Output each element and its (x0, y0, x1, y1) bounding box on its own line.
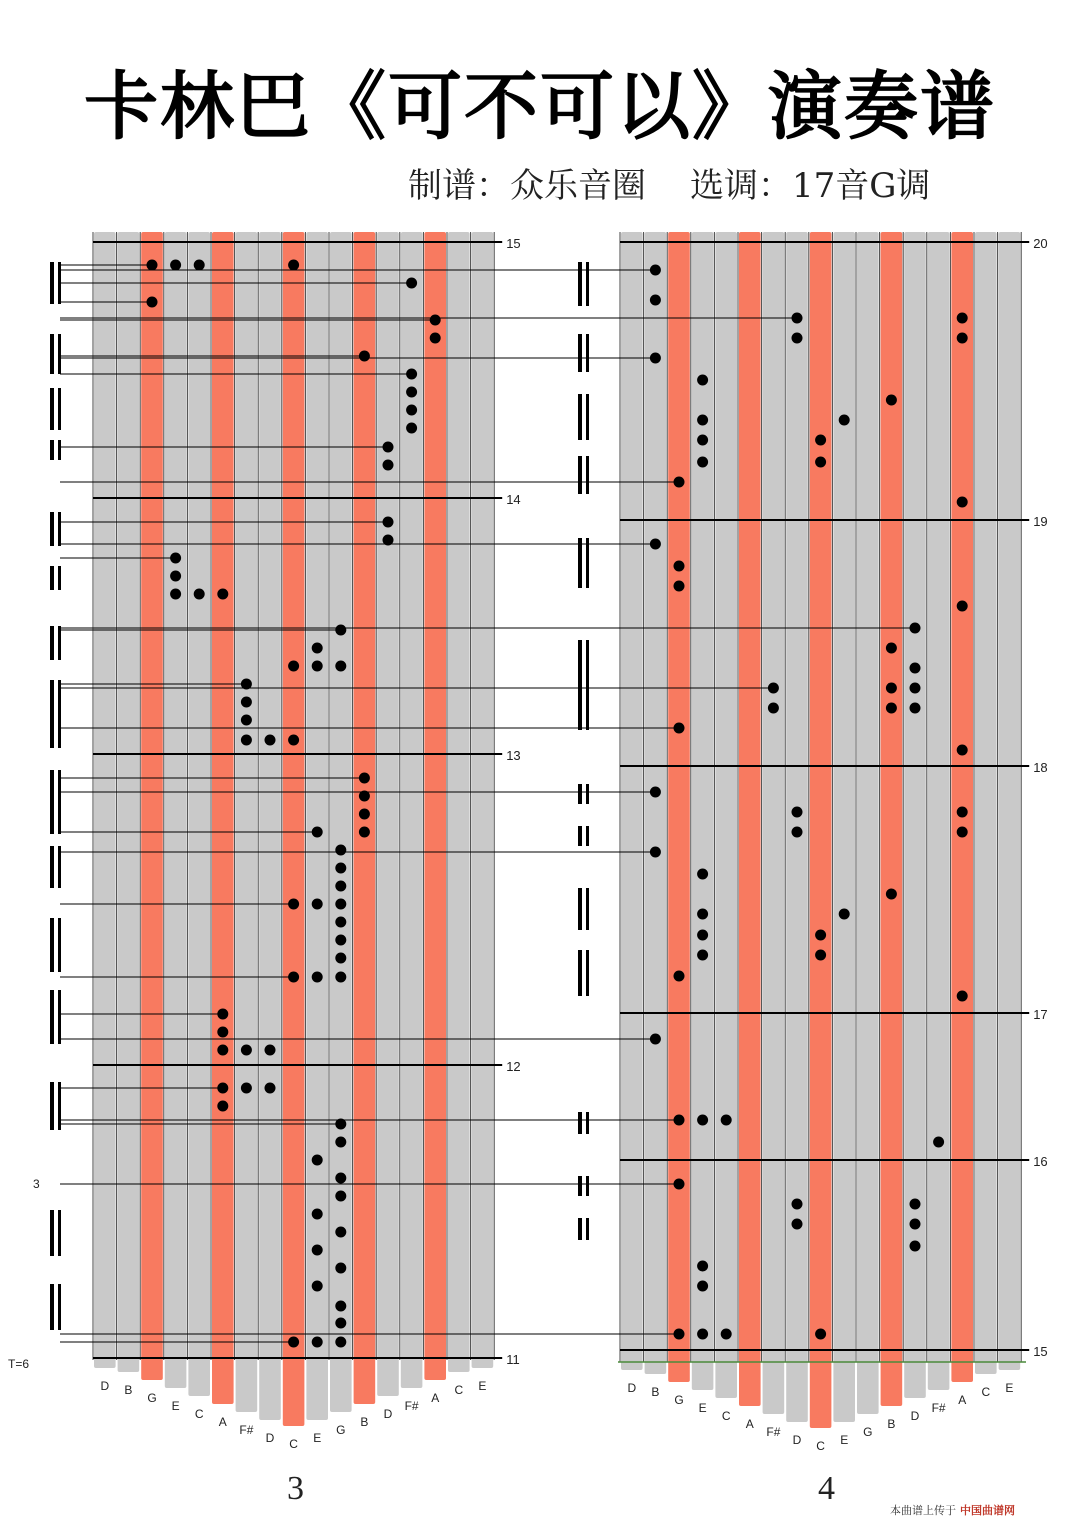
kalimba-tine (424, 232, 446, 1380)
note-dot (312, 661, 323, 672)
measure-number: 18 (1033, 760, 1048, 775)
note-dot (217, 1027, 228, 1038)
rhythm-bar (578, 1218, 582, 1240)
note-dot (697, 930, 708, 941)
note-dot (697, 1281, 708, 1292)
tine-key-label: A (958, 1393, 967, 1407)
note-dot (241, 735, 252, 746)
note-dot (815, 457, 826, 468)
rhythm-bar (578, 826, 582, 846)
note-dot (674, 1329, 685, 1340)
measure-number: 15 (1033, 1344, 1048, 1359)
note-dot (910, 663, 921, 674)
kalimba-tine (999, 232, 1021, 1370)
kalimba-tine (212, 232, 234, 1404)
note-dot (674, 971, 685, 982)
rhythm-bar (58, 1210, 61, 1256)
rhythm-bar (58, 680, 61, 748)
note-dot (674, 1115, 685, 1126)
note-dot (170, 260, 181, 271)
note-dot (650, 353, 661, 364)
note-dot (383, 517, 394, 528)
tine-key-label: F# (239, 1423, 254, 1437)
note-dot (697, 1261, 708, 1272)
kalimba-tine (833, 232, 855, 1422)
note-dot (312, 1155, 323, 1166)
rhythm-bar (586, 826, 589, 846)
note-dot (792, 807, 803, 818)
tine-key-label: G (674, 1393, 684, 1407)
kalimba-tine (259, 232, 281, 1420)
key-info: 选调：17音G调 (690, 166, 931, 206)
note-dot (674, 723, 685, 734)
rhythm-bar (586, 1176, 589, 1196)
note-dot (241, 715, 252, 726)
rhythm-bar (50, 990, 54, 1044)
measure-number: 16 (1033, 1154, 1048, 1169)
note-dot (194, 260, 205, 271)
note-dot (335, 661, 346, 672)
note-dot (241, 1083, 252, 1094)
rhythm-bar (578, 334, 582, 372)
tine-key-label: F# (931, 1401, 946, 1415)
rhythm-bar (586, 456, 589, 494)
rhythm-bar (578, 888, 582, 930)
note-dot (910, 703, 921, 714)
measure-number: 12 (506, 1059, 521, 1074)
note-dot (288, 661, 299, 672)
tine-key-label: C (981, 1385, 991, 1399)
kalimba-tine (692, 232, 714, 1390)
arranger-credit: 制谱：众乐音圈 (408, 166, 646, 206)
tine-key-label: D (627, 1381, 637, 1395)
note-dot (674, 1179, 685, 1190)
note-dot (886, 683, 897, 694)
measure-number: 19 (1033, 514, 1048, 529)
rhythm-bar (58, 512, 61, 546)
footer-site-logo: 中国曲谱网 (960, 1504, 1015, 1517)
kalimba-tine (715, 232, 737, 1398)
note-dot (217, 1045, 228, 1056)
tine-key-label: E (1005, 1381, 1014, 1395)
rhythm-bar (50, 1210, 54, 1256)
rhythm-bar (578, 1112, 582, 1134)
note-dot (815, 950, 826, 961)
tine-key-label: C (816, 1439, 825, 1453)
rhythm-bar (58, 626, 61, 660)
kalimba-tine (306, 232, 328, 1420)
rhythm-bar (586, 394, 589, 440)
note-dot (886, 395, 897, 406)
note-dot (697, 415, 708, 426)
kalimba-tine (165, 232, 187, 1388)
note-dot (650, 295, 661, 306)
tine-key-label: B (887, 1417, 896, 1431)
note-dot (335, 972, 346, 983)
tine-key-label: D (792, 1433, 802, 1447)
tine-key-label: E (840, 1433, 849, 1447)
note-dot (288, 972, 299, 983)
tine-key-label: A (431, 1391, 440, 1405)
kalimba-tine (448, 232, 470, 1372)
note-dot (697, 435, 708, 446)
rhythm-bar (50, 334, 54, 374)
kalimba-tine (739, 232, 761, 1406)
rhythm-bar (58, 388, 61, 430)
rhythm-bar (50, 770, 54, 834)
rhythm-bar (586, 888, 589, 930)
measure-number: 11 (506, 1352, 520, 1367)
rhythm-bar (58, 440, 61, 460)
note-dot (312, 972, 323, 983)
kalimba-tine (810, 232, 832, 1428)
measure-number: 20 (1033, 236, 1048, 251)
site-footer (890, 1502, 1015, 1518)
rhythm-bar (586, 640, 589, 730)
rhythm-bar (578, 640, 582, 730)
note-dot (910, 1241, 921, 1252)
note-dot (697, 950, 708, 961)
note-dot (288, 1337, 299, 1348)
note-dot (910, 1219, 921, 1230)
tine-key-label: F# (404, 1399, 419, 1413)
tine-key-label: A (745, 1417, 754, 1431)
note-dot (335, 917, 346, 928)
note-dot (383, 442, 394, 453)
note-dot (288, 735, 299, 746)
note-dot (674, 581, 685, 592)
rhythm-bar (58, 990, 61, 1044)
tine-key-label: C (721, 1409, 731, 1423)
note-dot (335, 845, 346, 856)
tine-key-label: E (313, 1431, 322, 1445)
note-dot (335, 1227, 346, 1238)
note-dot (697, 909, 708, 920)
note-dot (768, 683, 779, 694)
note-dot (217, 1101, 228, 1112)
note-dot (335, 625, 346, 636)
note-dot (147, 297, 158, 308)
kalimba-tine (118, 232, 140, 1372)
note-dot (957, 333, 968, 344)
note-dot (406, 278, 417, 289)
note-dot (957, 745, 968, 756)
rhythm-bar (578, 538, 582, 588)
rhythm-bar (58, 262, 61, 304)
measure-number: 13 (506, 748, 521, 763)
note-dot (430, 315, 441, 326)
note-dot (957, 313, 968, 324)
tine-key-label: C (289, 1437, 298, 1451)
note-dot (335, 863, 346, 874)
tine-key-label: D (910, 1409, 920, 1423)
note-dot (957, 601, 968, 612)
note-dot (217, 1009, 228, 1020)
rhythm-bar (578, 262, 582, 306)
note-dot (886, 643, 897, 654)
note-dot (792, 1199, 803, 1210)
note-dot (406, 405, 417, 416)
note-dot (792, 333, 803, 344)
tine-key-label: D (265, 1431, 275, 1445)
footer-text: 本曲谱上传于 (890, 1504, 956, 1517)
rhythm-bar (58, 566, 61, 590)
rhythm-bar (578, 456, 582, 494)
left-panel (8, 232, 521, 1451)
page-number-left: 3 (287, 1470, 304, 1507)
tine-key-label: D (100, 1379, 110, 1393)
note-dot (335, 1191, 346, 1202)
kalimba-tine (857, 232, 879, 1414)
kalimba-tine (188, 232, 210, 1396)
rhythm-bar (578, 394, 582, 440)
rhythm-bar (50, 1284, 54, 1330)
note-dot (335, 1301, 346, 1312)
rhythm-bar (50, 440, 54, 460)
tine-key-label: G (336, 1423, 346, 1437)
note-dot (697, 375, 708, 386)
measure-number: 15 (506, 236, 521, 251)
note-dot (383, 460, 394, 471)
note-dot (839, 415, 850, 426)
tine-key-label: E (698, 1401, 707, 1415)
note-dot (406, 423, 417, 434)
note-dot (170, 553, 181, 564)
note-dot (792, 827, 803, 838)
kalimba-tine (975, 232, 997, 1374)
note-dot (430, 333, 441, 344)
rhythm-bar (578, 950, 582, 996)
note-dot (359, 827, 370, 838)
kalimba-tine (668, 232, 690, 1382)
kalimba-tine (283, 232, 305, 1426)
note-dot (312, 1337, 323, 1348)
note-dot (957, 991, 968, 1002)
kalimba-tine (621, 232, 643, 1370)
rhythm-bar (50, 918, 54, 972)
note-dot (650, 1034, 661, 1045)
note-dot (335, 899, 346, 910)
note-dot (265, 735, 276, 746)
rhythm-bar (586, 538, 589, 588)
kalimba-tine (763, 232, 785, 1414)
note-dot (792, 1219, 803, 1230)
note-dot (335, 1318, 346, 1329)
note-dot (792, 313, 803, 324)
note-dot (815, 930, 826, 941)
note-dot (335, 953, 346, 964)
note-dot (335, 881, 346, 892)
note-dot (815, 435, 826, 446)
rhythm-bar (58, 334, 61, 374)
score-title: 卡林巴《可不可以》演奏谱 (84, 64, 996, 150)
kalimba-tine (236, 232, 258, 1412)
note-dot (650, 539, 661, 550)
note-dot (910, 623, 921, 634)
tine-key-label: G (147, 1391, 157, 1405)
tine-key-label: C (454, 1383, 464, 1397)
tine-key-label: G (863, 1425, 873, 1439)
note-dot (697, 1329, 708, 1340)
rhythm-bar (586, 334, 589, 372)
rhythm-bar (586, 262, 589, 306)
rhythm-bar (50, 566, 54, 590)
note-dot (265, 1045, 276, 1056)
rhythm-bar (50, 680, 54, 748)
kalimba-tine (472, 232, 494, 1368)
note-dot (957, 497, 968, 508)
tine-key-label: A (218, 1415, 227, 1429)
note-dot (650, 265, 661, 276)
note-dot (406, 369, 417, 380)
note-dot (170, 589, 181, 600)
rhythm-bar (586, 784, 589, 804)
kalimba-tine (377, 232, 399, 1396)
note-dot (721, 1115, 732, 1126)
note-dot (886, 889, 897, 900)
kalimba-tine (928, 232, 950, 1390)
rhythm-bar (58, 918, 61, 972)
rhythm-bar (586, 1112, 589, 1134)
note-dot (650, 847, 661, 858)
tine-key-label: D (383, 1407, 393, 1421)
note-dot (170, 571, 181, 582)
rhythm-bar (50, 846, 54, 888)
note-dot (288, 260, 299, 271)
note-dot (241, 697, 252, 708)
note-dot (910, 683, 921, 694)
triplet-mark: 3 (33, 1177, 40, 1191)
note-dot (335, 935, 346, 946)
tine-key-label: B (360, 1415, 369, 1429)
note-dot (312, 899, 323, 910)
note-dot (359, 351, 370, 362)
note-dot (650, 787, 661, 798)
note-dot (194, 589, 205, 600)
kalimba-tine (881, 232, 903, 1406)
note-dot (839, 909, 850, 920)
rhythm-bar (578, 1176, 582, 1196)
note-dot (288, 899, 299, 910)
note-dot (406, 387, 417, 398)
note-dot (721, 1329, 732, 1340)
note-dot (933, 1137, 944, 1148)
kalimba-tine (645, 232, 667, 1374)
note-dot (910, 1199, 921, 1210)
tine-key-label: B (651, 1385, 660, 1399)
tempo-mark: T=6 (8, 1357, 30, 1371)
measure-number: 14 (506, 492, 521, 507)
note-dot (312, 1209, 323, 1220)
note-dot (815, 1329, 826, 1340)
note-dot (217, 1083, 228, 1094)
rhythm-bar (578, 784, 582, 804)
note-dot (335, 1263, 346, 1274)
note-dot (674, 477, 685, 488)
note-dot (697, 457, 708, 468)
note-dot (359, 809, 370, 820)
note-dot (674, 561, 685, 572)
note-dot (335, 1173, 346, 1184)
rhythm-bar (50, 1082, 54, 1130)
page-number-right: 4 (818, 1470, 835, 1507)
rhythm-bar (586, 1218, 589, 1240)
note-dot (957, 807, 968, 818)
note-dot (312, 827, 323, 838)
rhythm-bar (50, 388, 54, 430)
note-dot (886, 703, 897, 714)
tine-key-label: F# (766, 1425, 781, 1439)
tine-key-label: E (478, 1379, 487, 1393)
kalimba-tine (141, 232, 163, 1380)
rhythm-bar (58, 770, 61, 834)
note-dot (957, 827, 968, 838)
tine-key-label: C (194, 1407, 204, 1421)
note-dot (217, 589, 228, 600)
note-dot (265, 1083, 276, 1094)
note-dot (147, 260, 158, 271)
note-dot (312, 1245, 323, 1256)
measure-number: 17 (1033, 1007, 1048, 1022)
note-dot (335, 1137, 346, 1148)
tine-key-label: E (171, 1399, 180, 1413)
kalimba-tine (94, 232, 116, 1368)
note-dot (312, 643, 323, 654)
rhythm-bar (58, 1082, 61, 1130)
note-dot (312, 1281, 323, 1292)
note-dot (768, 703, 779, 714)
rhythm-bar (50, 512, 54, 546)
rhythm-bar (50, 262, 54, 304)
note-dot (359, 773, 370, 784)
rhythm-bar (50, 626, 54, 660)
rhythm-bar (58, 1284, 61, 1330)
note-dot (335, 1337, 346, 1348)
note-dot (697, 869, 708, 880)
note-dot (241, 1045, 252, 1056)
tine-key-label: B (124, 1383, 133, 1397)
note-dot (697, 1115, 708, 1126)
rhythm-bar (586, 950, 589, 996)
